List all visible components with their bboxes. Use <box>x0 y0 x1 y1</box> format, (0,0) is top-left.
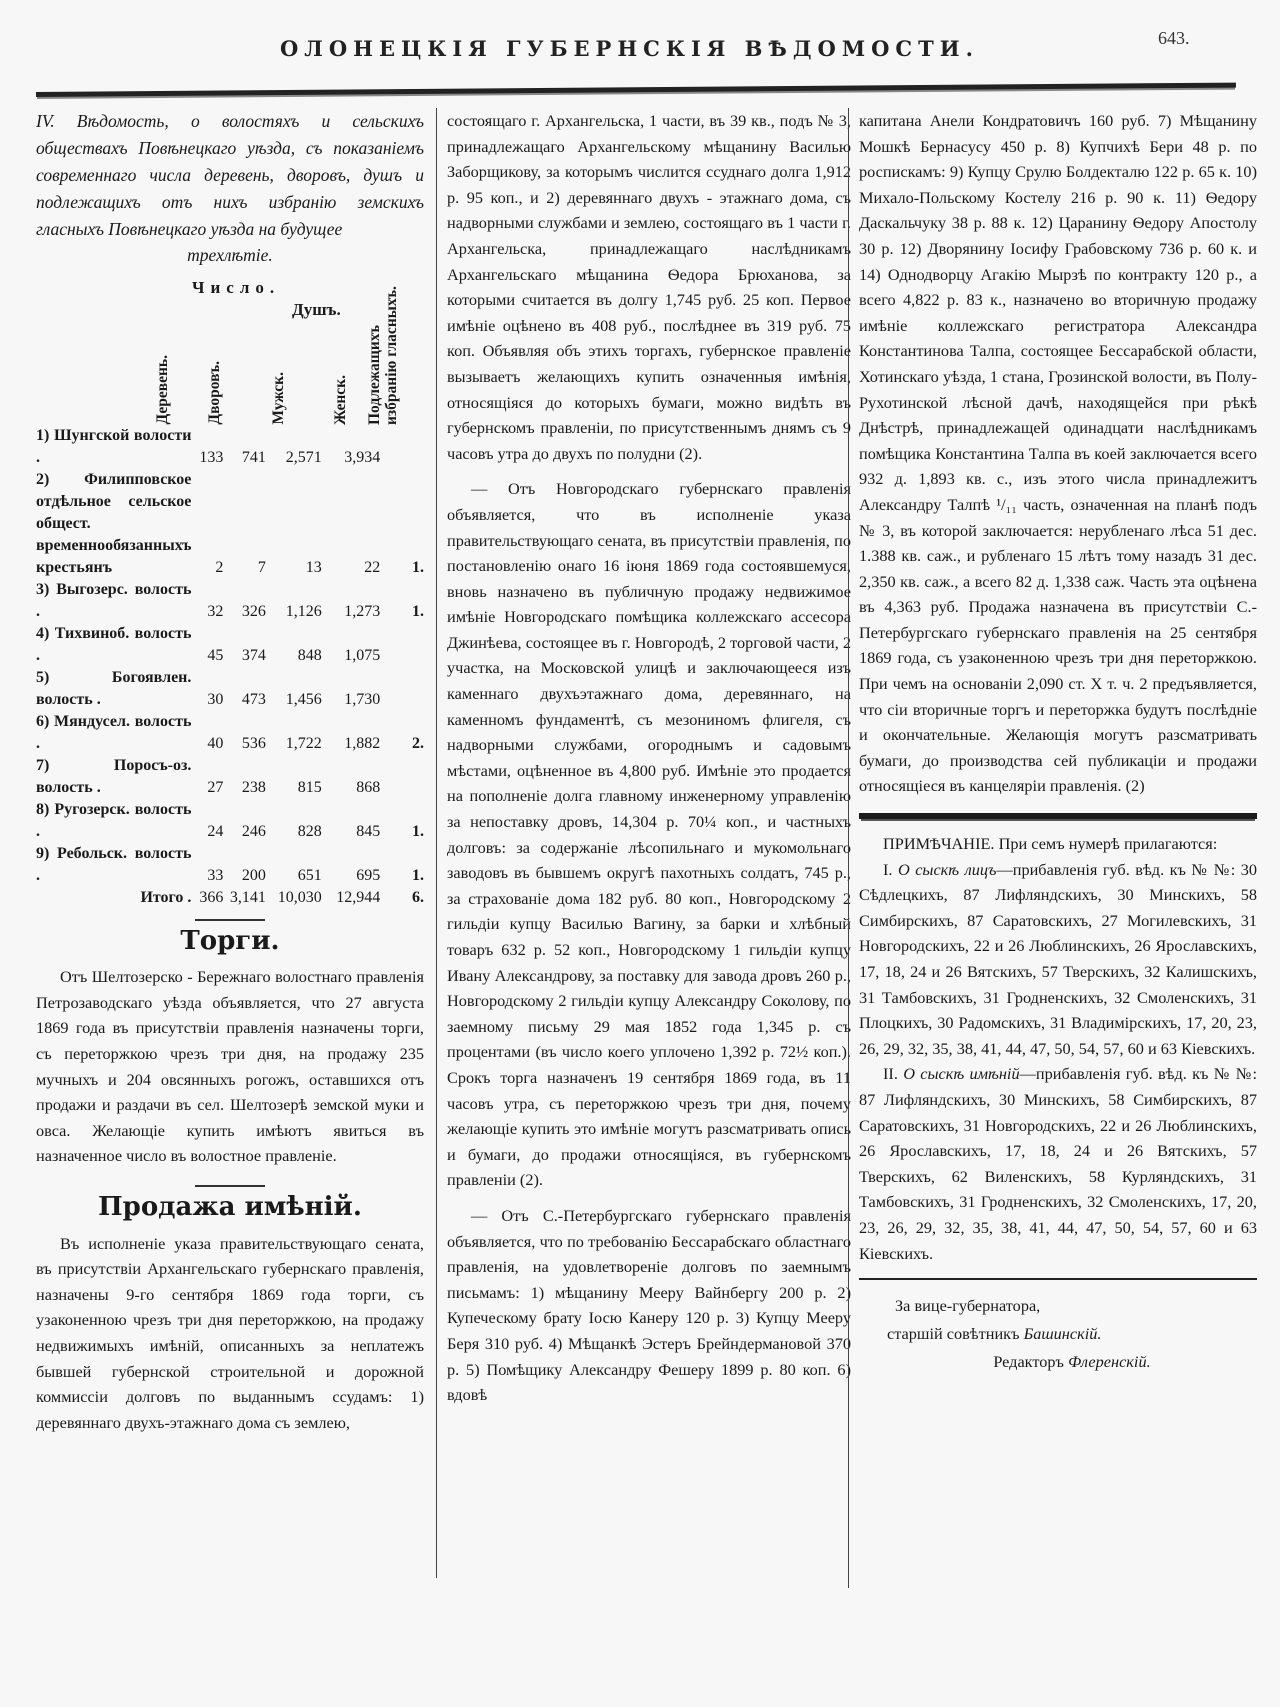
table-header <box>36 275 424 425</box>
signature-name: Башинскій. <box>1023 1323 1102 1343</box>
cell-electors: 2. <box>412 734 424 752</box>
cell-villages: 366 <box>199 888 224 906</box>
cell-female: 695 <box>356 866 381 884</box>
petersburg-sale-text: — Отъ С.-Петербургскаго губернскаго правленія объявляется, что по требованію Бессарабскаго областнаго правленія, на удовлетвореніе долговъ по заемнымъ письмамъ: 1) мѣщанину Мееру Вайнбергу 200 р. 2) Купеческому брату Іосю Канеру 120 р. 3) Купцу Мееру Беря 310 руб. 4) Мѣщанкѣ Эстеръ Брейндермановой 370 р. 5) Помѣщику Александру Фешеру 1899 р. 80 коп. 6) вдовѣ <box>447 1205 851 1405</box>
cell-electors: 1. <box>412 602 424 620</box>
table-title-last: трехлѣтіе. <box>187 245 273 265</box>
note-item-2 <box>859 1061 1257 1266</box>
header-souls-group: Душъ. <box>292 299 341 319</box>
table-row <box>36 623 424 667</box>
table-row <box>36 843 424 887</box>
torgi-heading: Торги. <box>180 925 280 956</box>
cell-electors <box>380 667 424 711</box>
row-name: Итого . <box>140 888 192 906</box>
col-header-male: Мужск. <box>270 371 287 425</box>
row-name: 1) Шунгской волости . <box>36 426 192 466</box>
section-divider <box>195 1185 265 1187</box>
col-header-female: Женск. <box>332 374 349 425</box>
cell-villages: 45 <box>207 646 224 664</box>
section-divider <box>195 919 265 921</box>
cell-electors <box>380 623 424 667</box>
cell-households: 246 <box>241 822 266 840</box>
cell-female: 1,730 <box>344 690 381 708</box>
note-item-text: —прибавленія губ. вѣд. къ № №: 30 Сѣдлецкихъ, 87 Лифляндскихъ, 30 Минскихъ, 58 Симбирскихъ, 87 Саратовскихъ, 27 Могилевскихъ, 31 Новгородскихъ, 22 и 26 Люблинскихъ, 26 Ярославскихъ, 17, 18, 24 и 26 Вятскихъ, 57 Тверскихъ, 32 Калишскихъ, 31 Тамбовскихъ, 31 Гродненскихъ, 32 Смоленскихъ, 31 Плоцкихъ, 30 Радомскихъ, 31 Владимірскихъ, 17, 20, 23, 26, 29, 32, 35, 38, 41, 44, 47, 50, 54, 57, 60 и 63 Кіевскихъ. <box>859 859 1257 1058</box>
cell-villages: 133 <box>199 448 224 466</box>
row-name: 9) Ребольск. волость . <box>36 844 192 884</box>
cell-villages: 27 <box>207 778 224 796</box>
row-name: 3) Выгозерс. волость . <box>36 580 192 620</box>
cell-households: 200 <box>241 866 266 884</box>
table-row <box>36 711 424 755</box>
page-number: 643. <box>1158 28 1190 48</box>
signature-title: старшій совѣтникъ <box>887 1323 1020 1343</box>
table-title: IV. Вѣдомость, о волостяхъ и сельскихъ обществахъ Повѣнецкаго уѣзда, съ показаніемъ современнаго числа деревень, дворовъ, душъ и подлежащихъ отъ нихъ избранію земскихъ гласныхъ Повѣнецкаго уѣзда на будущее <box>36 111 424 239</box>
page-header <box>0 0 1280 100</box>
signature-line-2 <box>859 1320 1257 1348</box>
note-item-text: —прибавленія губ. вѣд. къ № №: 87 Лифляндскихъ, 30 Минскихъ, 58 Симбирскихъ, 87 Саратовскихъ, 31 Новгородскихъ, 22 и 26 Люблинскихъ, 26 Ярославскихъ, 17, 18, 24 и 26 Вятскихъ, 57 Тверскихъ, 62 Виленскихъ, 58 Курляндскихъ, 31 Тамбовскихъ, 31 Гродненскихъ, 32 Смоленскихъ, 17, 20, 23, 26, 29, 32, 35, 38, 41, 44, 47, 50, 54, 57, 60 и 63 Кіевскихъ. <box>859 1064 1257 1263</box>
row-name: 5) Богоявлен. волость . <box>36 668 192 708</box>
sale-text: Въ исполненіе указа правительствующаго сената, въ присутствіи Архангельскаго губернскаго правленія, назначены 9-го сентября 1869 года торги, съ узаконенною чрезъ три дня переторжкою, на продажу недвижимыхъ имѣній, описанныхъ за неплатежъ бывшей губернской строительной и дорожной коммиссіи долговъ по выданнымъ ссудамъ: 1) деревяннаго двухъ-этажнаго дома съ землею, <box>36 1233 424 1432</box>
signature-line-1: За вице-губернатора, <box>895 1295 1041 1315</box>
cell-households: 741 <box>241 448 266 466</box>
note-item-1 <box>859 857 1257 1062</box>
cell-male: 2,571 <box>285 448 322 466</box>
cell-villages: 32 <box>207 602 224 620</box>
note-item-number: II. <box>883 1064 898 1084</box>
table-row <box>36 755 424 799</box>
table-row <box>36 799 424 843</box>
cell-male: 848 <box>297 646 322 664</box>
cell-electors: 1. <box>412 822 424 840</box>
note-heading: ПРИМѢЧАНІЕ. <box>883 834 995 854</box>
cell-electors: 6. <box>412 888 424 906</box>
row-name: 6) Мяндусел. волость . <box>36 712 192 752</box>
col-header-electors: Подлежащихъ избранію гласныхъ. <box>366 285 400 425</box>
left-column <box>36 108 424 1435</box>
row-name: 2) Филипповское отдѣльное сельское общест. временнообязанныхъ крестьянъ <box>36 470 192 576</box>
statistics-table <box>36 425 424 909</box>
table-row <box>36 425 424 469</box>
cell-households: 473 <box>241 690 266 708</box>
cell-female: 1,273 <box>344 602 381 620</box>
cell-male: 13 <box>305 558 322 576</box>
cell-households: 326 <box>241 602 266 620</box>
col-header-villages: Деревень. <box>154 355 171 425</box>
cell-male: 10,030 <box>277 888 322 906</box>
note-item-number: I. <box>883 859 893 879</box>
editor-title: Редакторъ <box>993 1351 1064 1371</box>
cell-households: 3,141 <box>229 888 266 906</box>
cell-female: 3,934 <box>344 448 381 466</box>
note-item-title: О сыскѣ лицъ <box>897 859 997 879</box>
cell-male: 1,456 <box>285 690 322 708</box>
cell-villages: 30 <box>207 690 224 708</box>
note-intro <box>859 831 1257 857</box>
cell-female: 1,075 <box>344 646 381 664</box>
bessarabia-sale-text: капитана Анели Кондратовичъ 160 руб. 7) Мѣщанину Мошкѣ Бернасусу 450 р. 8) Купчихѣ Бери 48 р. по роспискамъ: 9) Купцу Срулю Болдекталю 122 р. 65 к. 10) Михало-Польскому Костелу 216 р. 90 к. 11) Ѳедору Даскальчуку 38 р. 88 к. 12) Царанину Ѳедору Апостолу 30 р. 12) Дворянину Іосифу Грабовскому 736 р. 60 к. и 14) Однодворцу Агакію Мырзѣ по контракту 120 р., а всего 4,822 р. 83 к., назначено во вторичную продажу имѣніе коллежскаго регистратора Александра Константинова Талпа, состоящее Бессарабской области, Хотинскаго уѣзда, 1 стана, Грозинской волости, въ Полу-Рухотинской лѣсной дачѣ, находящейся при рѣкѣ Днѣстрѣ, принадлежащей одинадцати наслѣдникамъ помѣщика Константина Талпа въ коей заключается всего 932 д. 1,893 кв. с., изъ этого числа принадлежитъ Александру Талпѣ ¹/₁₁ часть, означенная на планѣ подъ № 3, въ которой заключается: нерубленаго лѣса 51 дес. 1.388 кв. саж., и рубленаго 15 лѣтъ тому назадъ 31 дес. 2,350 кв. саж., а всего 82 д. 1,338 саж. Часть эта оцѣнена въ 4,363 руб. Продажа назначена въ присутствіи С.-Петербургскаго губернскаго правленія на 25 сентября 1869 года, съ узаконенною чрезъ три дня переторжкою. При чемъ на основаніи 2,090 ст. X т. ч. 2 предъявляется, что сіи вторичные торгъ и переторжка будутъ послѣдніе и окончательные. Желающія могутъ разсматривать бумаги, до производства сей публикаціи и продажи относящіеся въ канцеляріи правленія. (2) <box>859 111 1257 796</box>
note-intro-text: При семъ нумерѣ прилагаются: <box>998 834 1218 854</box>
torgi-text: Отъ Шелтозерско - Бережнаго волостнаго правленія Петрозаводскаго уѣзда объявляется, что 27 августа 1869 года въ присутствіи правленія назначены торги, съ переторжкою чрезъ три дня, на продажу 235 мучныхъ и 204 овсянныхъ рогожъ, оставшихся отъ продажи и раздачи въ сел. Шелтозерѣ земской муки и овса. Желающіе купить имѣютъ явиться въ назначенное число въ волостное правленіе. <box>36 967 424 1166</box>
signature-divider <box>859 1278 1257 1280</box>
col-header-households: Дворовъ. <box>206 361 223 425</box>
note-item-title: О сыскѣ имѣній <box>903 1064 1020 1084</box>
table-total-row <box>36 887 424 909</box>
right-column <box>848 108 1257 1588</box>
table-row <box>36 579 424 623</box>
cell-female: 868 <box>356 778 381 796</box>
middle-column <box>436 108 851 1578</box>
table-row <box>36 469 424 579</box>
archangelsk-sale-text: состоящаго г. Архангельска, 1 части, въ 39 кв., подъ № 3, принадлежащаго Архангельскому мѣщанину Василью Заборщикову, за которымъ числится ссуднаго долга 1,912 р. 95 коп., и 2) деревяннаго двухъ - этажнаго дома, съ надворными службами и землею, состоящаго въ 1 части г. Архангельска, принадлежащаго наслѣдникамъ Архангельскаго мѣщанина Ѳедора Брюханова, за которыми считается въ долгу 1,745 руб. 25 коп. Первое имѣніе оцѣнено въ 408 руб., послѣднее въ 319 руб. 75 коп. Объявляя объ этихъ торгахъ, губернское правленіе вызываетъ желающихъ купить означенныя имѣнія, относящіяся до которыхъ бумаги, можно видѣть въ губернскомъ правленіи, по присутственнымъ днямъ съ 9 часовъ утра до двухъ по полудни (2). <box>447 111 851 463</box>
cell-households: 238 <box>241 778 266 796</box>
cell-male: 828 <box>297 822 322 840</box>
cell-villages: 40 <box>207 734 224 752</box>
editor-line <box>859 1348 1257 1376</box>
cell-female: 845 <box>356 822 381 840</box>
newspaper-masthead: ОЛОНЕЦКІЯ ГУБЕРНСКІЯ ВѢДОМОСТИ. <box>280 36 979 61</box>
row-name: 4) Тихвиноб. волость . <box>36 624 192 664</box>
cell-households: 374 <box>241 646 266 664</box>
cell-electors: 1. <box>412 558 424 576</box>
cell-electors: 1. <box>412 866 424 884</box>
header-rule <box>36 83 1236 97</box>
cell-households: 536 <box>241 734 266 752</box>
table-row <box>36 667 424 711</box>
cell-villages: 33 <box>207 866 224 884</box>
cell-female: 22 <box>364 558 381 576</box>
cell-female: 1,882 <box>344 734 381 752</box>
cell-villages: 24 <box>207 822 224 840</box>
sale-heading: Продажа имѣній. <box>98 1191 362 1222</box>
row-name: 7) Поросъ-оз. волость . <box>36 756 192 796</box>
cell-electors <box>380 755 424 799</box>
cell-male: 1,722 <box>285 734 322 752</box>
notes-divider <box>859 813 1257 819</box>
editor-name: Флеренскій. <box>1068 1351 1151 1371</box>
cell-households: 7 <box>257 558 266 576</box>
cell-female: 12,944 <box>336 888 381 906</box>
cell-villages: 2 <box>215 558 224 576</box>
header-number-group: Число. <box>192 277 281 297</box>
cell-male: 1,126 <box>285 602 322 620</box>
novgorod-sale-text: — Отъ Новгородскаго губернскаго правленія объявляется, что въ исполненіе указа правительствующаго сената, въ присутствіи правленія, по постановленію онаго 16 іюня 1869 года состоявшемуся, вновь назначено въ публичную продажу недвижимое имѣніе Новгородскаго помѣщика коллежскаго ассесора Джинѣева, состоящее въ г. Новгородѣ, 2 торговой части, 2 участка, на Московской улицѣ и заключающееся изъ каменнаго двухъэтажнаго дома, деревяннаго, на каменномъ фундаментѣ, съ мезониномъ флигеля, съ надворными службами, огороднымъ и садовымъ мѣстами, оцѣненное въ 4,800 руб. Имѣніе это продается на пополненіе долга главному инженерному управленію за непоставку дровъ, 14,304 р. 70¼ коп., и частныхъ долговъ: за содержаніе лѣсопильнаго и мукомольнаго заводовъ въ бывшемъ округѣ пахотныхъ солдатъ, 745 р., за страхованіе дома 182 руб. 80 коп., Новгородскому 2 гильдіи купцу Василью Вагину, за барки и хлѣбный товаръ 632 р. 52 коп., Новгородскому 1 гильдіи купцу Ивану Александрову, за поставку для завода дровъ 260 р., Новгородскому 2 гильдіи купцу Александру Соколову, по заемному письму 29 мая 1852 года 1,345 р. съ процентами (въ число коего уплочено 1,392 р. 72½ коп.). Срокъ торга назначенъ 19 сентября 1869 года, въ 11 часовъ утра, съ переторжкою чрезъ три дня, почему желающіе купить это имѣніе могутъ разсматривать опись и бумаги, до продажи относящіяся, въ губернскомъ правленіи (2). <box>447 479 851 1190</box>
cell-male: 815 <box>297 778 322 796</box>
cell-male: 651 <box>297 866 322 884</box>
cell-electors <box>380 425 424 469</box>
row-name: 8) Ругозерск. волость . <box>36 800 192 840</box>
